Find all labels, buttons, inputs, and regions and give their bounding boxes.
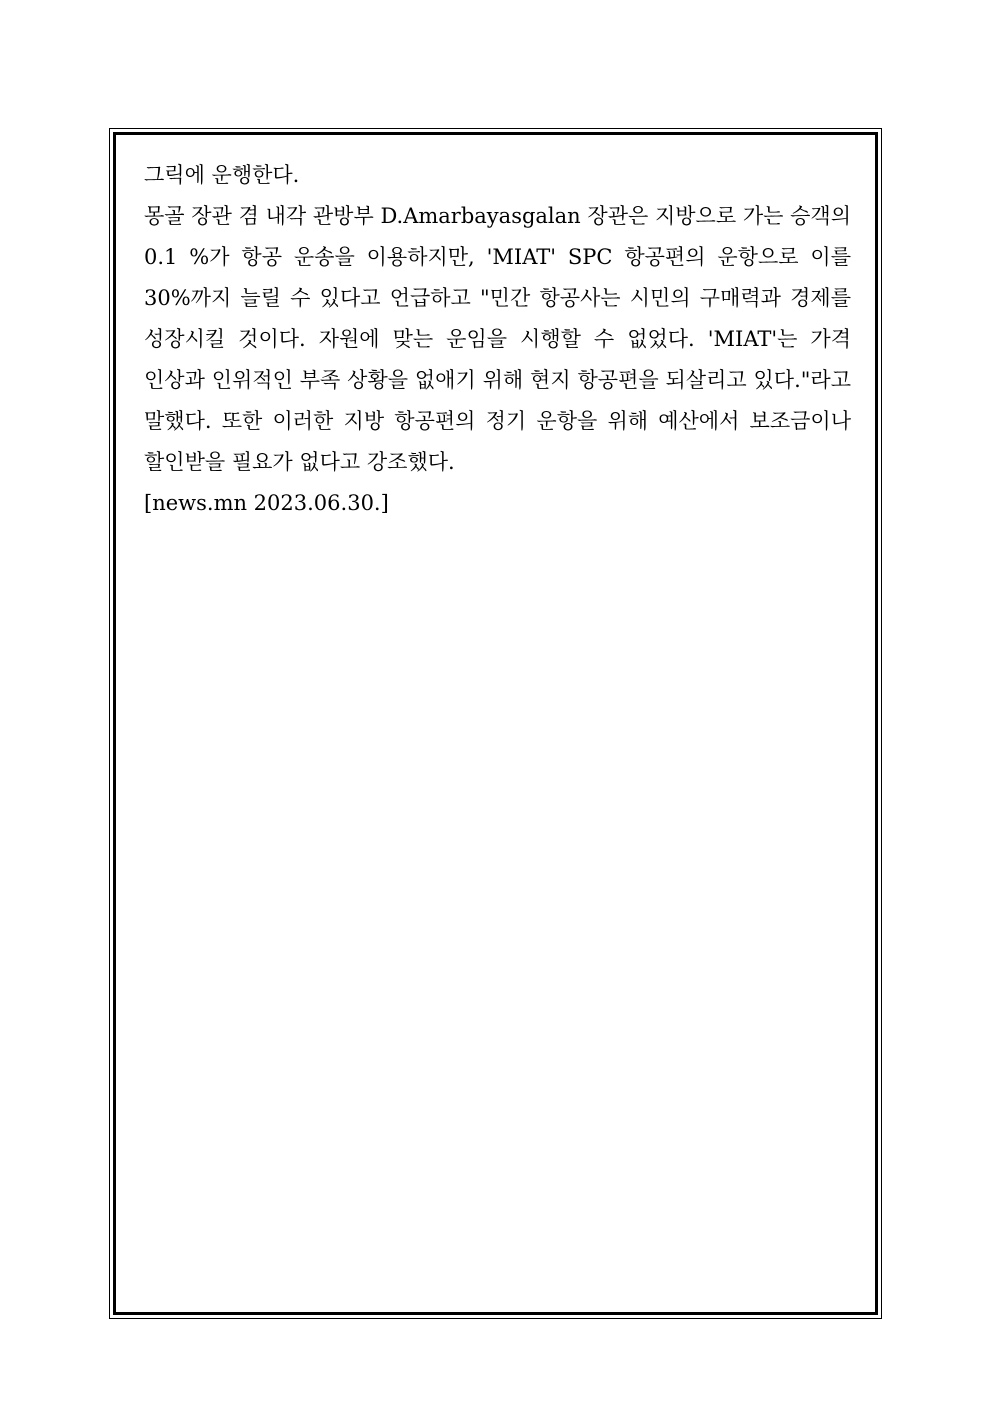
paragraph-continuation: 그릭에 운행한다.: [144, 163, 300, 187]
source-citation: [news.mn 2023.06.30.]: [144, 491, 389, 515]
paragraph-main: 몽골 장관 겸 내각 관방부 D.Amarbayasgalan 장관은 지방으로 가는 승객의 0.1 %가 항공 운송을 이용하지만, 'MIAT' SPC 항공편의 운항으로 이를 30%까지 늘릴 수 있다고 언급하고 "민간 항공사는 시민의 구매력과 경제를 성장시킬 것이다. 자원에 맞는 운임을 시행할 수 없었다. 'MIAT'는 가격 인상과 인위적인 부족 상황을 없애기 위해 현지 항공편을 되살리고 있다."라고 말했다. 또한 이러한 지방 항공편의 정기 운항을 위해 예산에서 보조금이나 할인받을 필요가 없다고 강조했다.: [144, 204, 851, 474]
document-body: [144, 155, 851, 524]
